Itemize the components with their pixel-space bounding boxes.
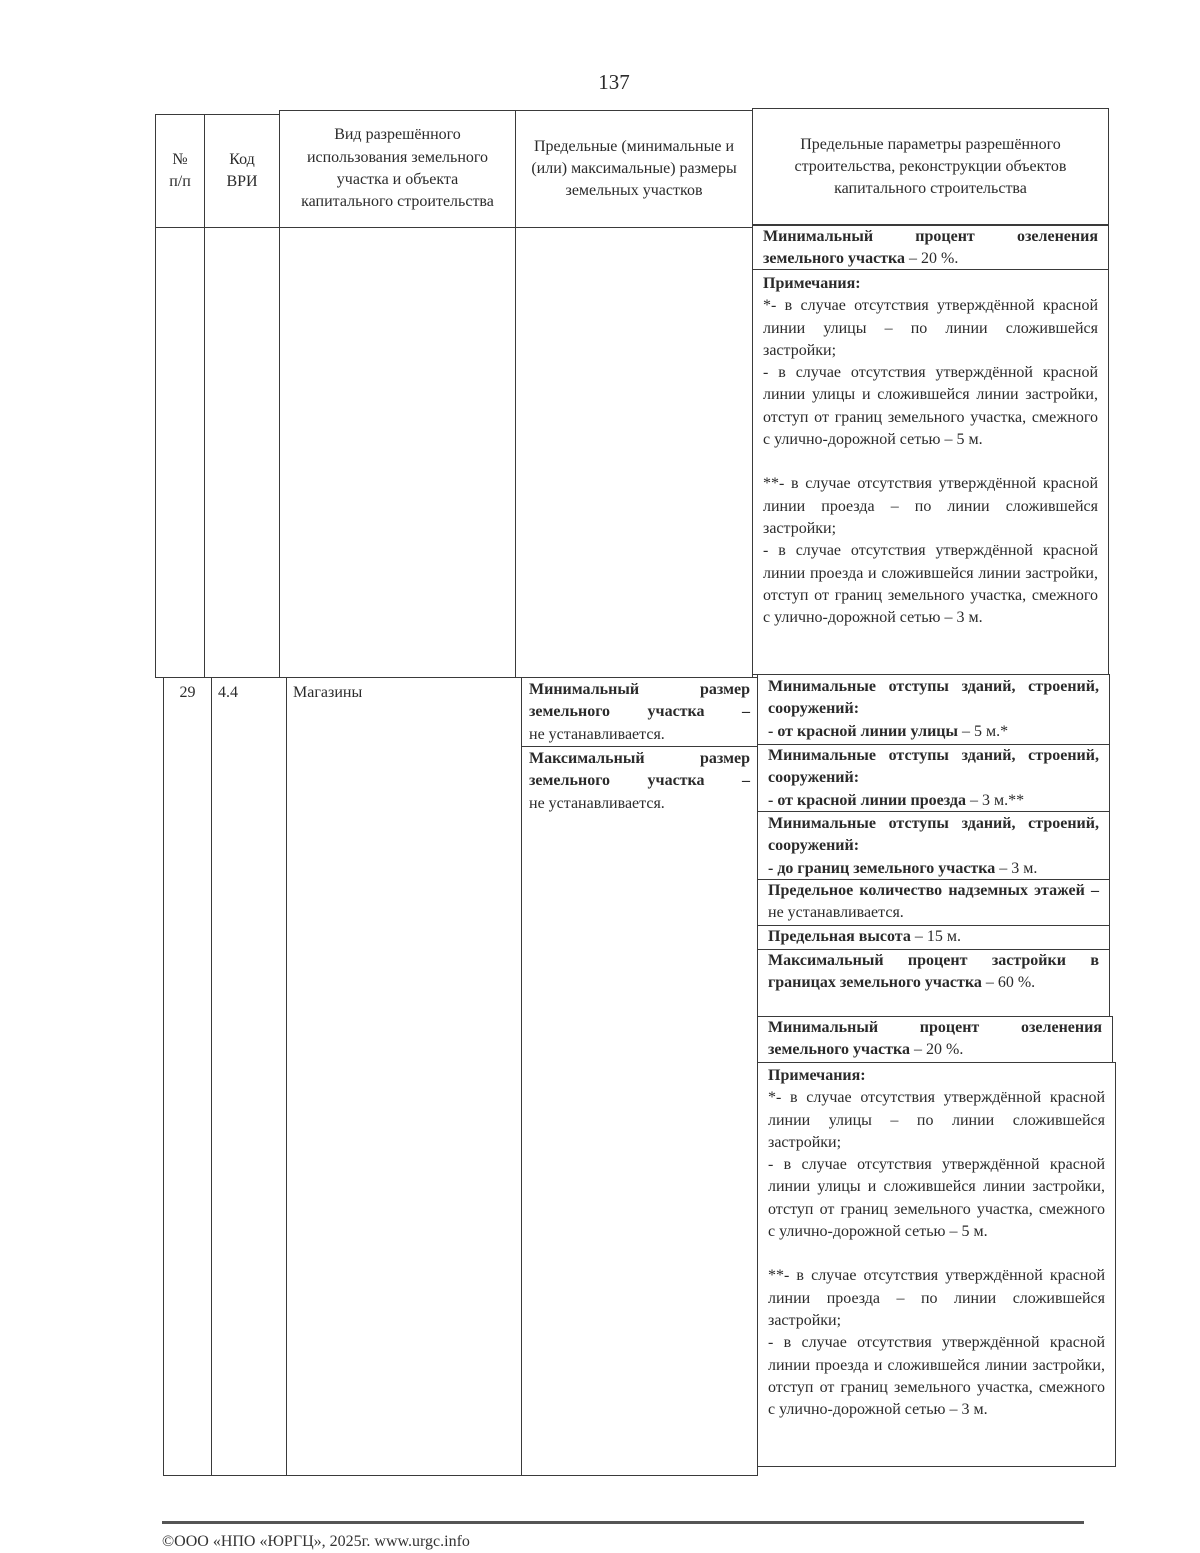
header-params [752,108,1109,226]
row29-floors-cell [757,879,1110,926]
header-sizes [515,110,753,228]
page-number: 137 [598,70,630,94]
row29-note: *- в случае отсутствия утверждённой красной линии улицы – по линии сложившейся застройки; [768,1089,1105,1151]
row29-coverage-label: Максимальный процент застройки в границах земельного участка [768,952,1099,992]
row29-height-cell [757,925,1110,950]
row29-num-cell [163,677,212,1476]
prev-num-cell [155,227,205,678]
row29-setback3-sub: - до границ земельного участка [768,859,996,877]
row29-note: - в случае отсутствия утверждённой красной линии улицы и сложившейся линии застройки, отступ от границ земельного участка, смежного с улично-дорожной сетью – 5 м. [768,1156,1105,1241]
header-num [155,114,205,228]
prev-use-cell [279,227,516,678]
prev-note: **- в случае отсутствия утверждённой красной линии проезда – по линии сложившейся застройки; [763,475,1098,537]
row29-use: Магазины [293,684,363,701]
prev-note: - в случае отсутствия утверждённой красной линии проезда и сложившейся линии застройки, отступ от границ земельного участка, смежного с улично-дорожной сетью – 3 м. [763,542,1098,627]
row29-setback1-value: – 5 м.* [958,722,1009,740]
row29-coverage-cell [757,949,1110,1017]
row29-setback2-sub: - от красной линии проезда [768,791,966,809]
row29-setback2-label: Минимальные отступы зданий, строений, сооружений: [768,747,1099,787]
row29-notes-cell [757,1062,1116,1467]
prev-green-cell [752,224,1109,270]
row29-min-size-value: не устанавливается. [529,725,665,743]
prev-note: *- в случае отсутствия утверждённой красной линии улицы – по линии сложившейся застройки; [763,297,1098,359]
row29-coverage-value: – 60 %. [981,974,1036,992]
row29-height-value: – 15 м. [910,928,961,945]
row29-setback1-label: Минимальные отступы зданий, строений, сооружений: [768,678,1099,718]
row29-code: 4.4 [218,684,238,701]
row29-notes-title: Примечания: [768,1067,866,1084]
row29-note: - в случае отсутствия утверждённой красной линии проезда и сложившейся линии застройки, отступ от границ земельного участка, смежного с улично-дорожной сетью – 3 м. [768,1334,1105,1419]
footer-copyright: ©ООО «НПО «ЮРГЦ», 2025г. www.urgc.info [162,1533,470,1550]
row29-height-label: Предельная высота [768,928,911,945]
row29-green-value: – 20 %. [910,1041,964,1059]
row29-setback3-value: – 3 м. [995,859,1038,877]
row29-code-cell [211,677,287,1476]
row29-green-label: Минимальный процент озеленения земельного участка [768,1019,1102,1059]
footer-divider [162,1521,1084,1524]
row29-setback3-cell [757,811,1110,880]
row29-setback1-cell [757,674,1110,745]
prev-note: - в случае отсутствия утверждённой красной линии улицы и сложившейся линии застройки, отступ от границ земельного участка, смежного с улично-дорожной сетью – 5 м. [763,364,1098,449]
prev-notes-cell [752,269,1109,675]
prev-green-value: – 20 %. [905,250,959,268]
header-code-text: Код ВРИ [226,150,258,190]
row29-floors-label: Предельное количество надземных этажей – [768,882,1099,899]
header-sizes-text: Предельные (минимальные и (или) максимальные) размеры земельных участков [531,137,737,200]
header-use-text: Вид разрешённого использования земельного участка и объекта капитального строительства [301,126,494,211]
row29-num: 29 [179,684,196,701]
prev-sizes-cell [515,227,753,678]
header-code [204,114,280,228]
row29-max-size-value: не устанавливается. [529,794,665,812]
header-params-text: Предельные параметры разрешённого строительства, реконструкции объектов капитального строительства [794,135,1067,198]
row29-note: **- в случае отсутствия утверждённой красной линии проезда – по линии сложившейся застройки; [768,1267,1105,1329]
row29-green-cell [757,1016,1113,1063]
prev-green-label: Минимальный процент озеленения земельного участка [763,228,1098,268]
header-use [279,110,516,228]
row29-max-size-cell [521,746,758,1476]
prev-code-cell [204,227,280,678]
row29-use-cell [286,677,522,1476]
row29-setback2-value: – 3 м.** [965,791,1025,809]
row29-setback3-label: Минимальные отступы зданий, строений, сооружений: [768,815,1099,855]
prev-notes-title: Примечания: [763,275,861,292]
row29-max-size-label: Максимальный размер земельного участка – [529,750,750,790]
row29-setback1-sub: - от красной линии улицы [768,722,958,740]
row29-min-size-cell [521,677,758,747]
row29-setback2-cell [757,744,1110,812]
row29-min-size-label: Минимальный размер земельного участка – [529,681,750,721]
header-num-text: № п/п [169,150,191,190]
row29-floors-value: не устанавливается. [768,904,904,922]
